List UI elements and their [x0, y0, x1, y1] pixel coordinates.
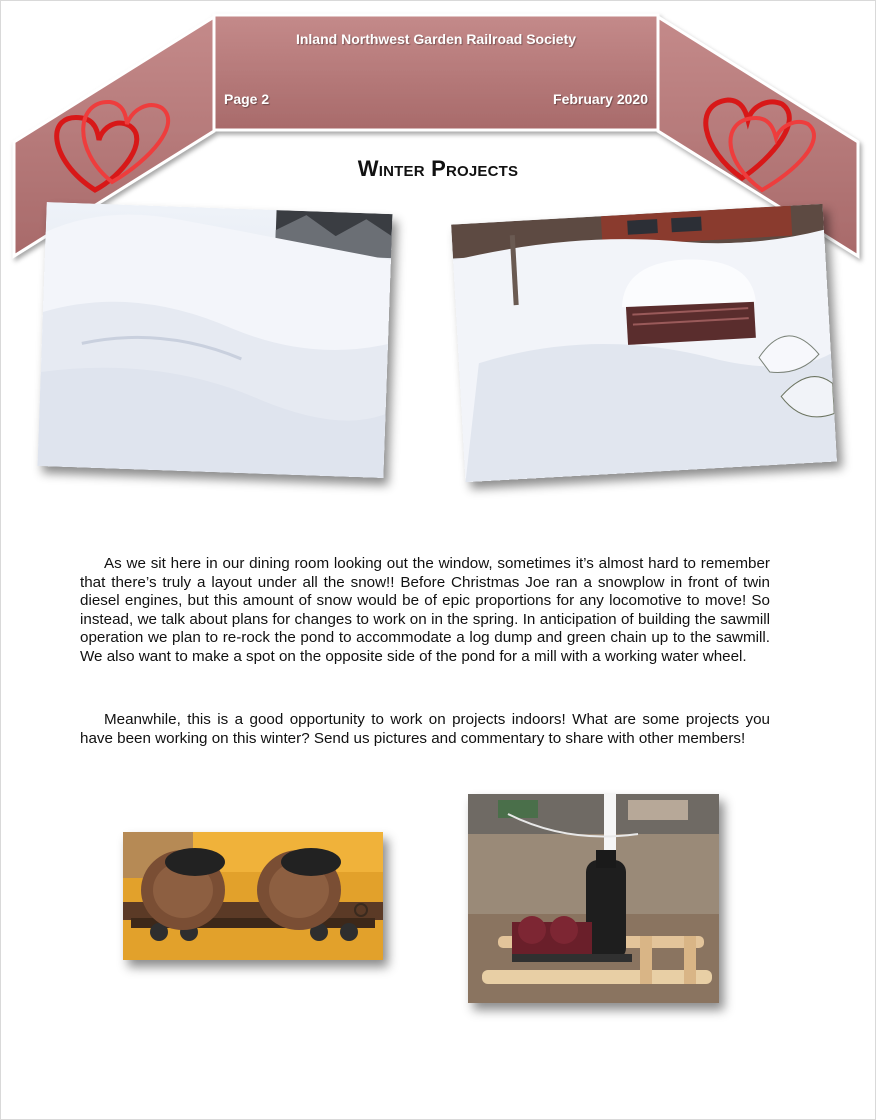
snow-drifts-photo [37, 202, 392, 478]
society-name: Inland Northwest Garden Railroad Society [295, 31, 577, 47]
article-paragraph: As we sit here in our dining room looking out the window, sometimes it’s almost hard to remember that there’s truly a layout under all the snow!! Before Christmas Joe ran a snowplow in front of twin diesel engines, but this amount of snow would be of epic proportions for any locomotive to move! So instead, we talk about plans for changes to work on in the spring. In anticipation of building the sawmill operation we plan to re-rock the pond to accommodate a log dump and green chain up to the sawmill. We also want to make a spot on the opposite side of the pond for a mill with a working water wheel. [80, 555, 770, 665]
steam-donkey-model-photo [468, 794, 719, 1003]
cable-reel-flatcar-photo [123, 832, 383, 960]
issue-date: February 2020 [553, 91, 648, 107]
snowy-garden-photo [451, 204, 837, 482]
article-title: Winter Projects [357, 156, 519, 181]
article-paragraph: Meanwhile, this is a good opportunity to work on projects indoors! What are some projects you have been working on this winter? Send us pictures and commentary to share with other members! [80, 711, 770, 747]
page-number: Page 2 [224, 91, 270, 107]
